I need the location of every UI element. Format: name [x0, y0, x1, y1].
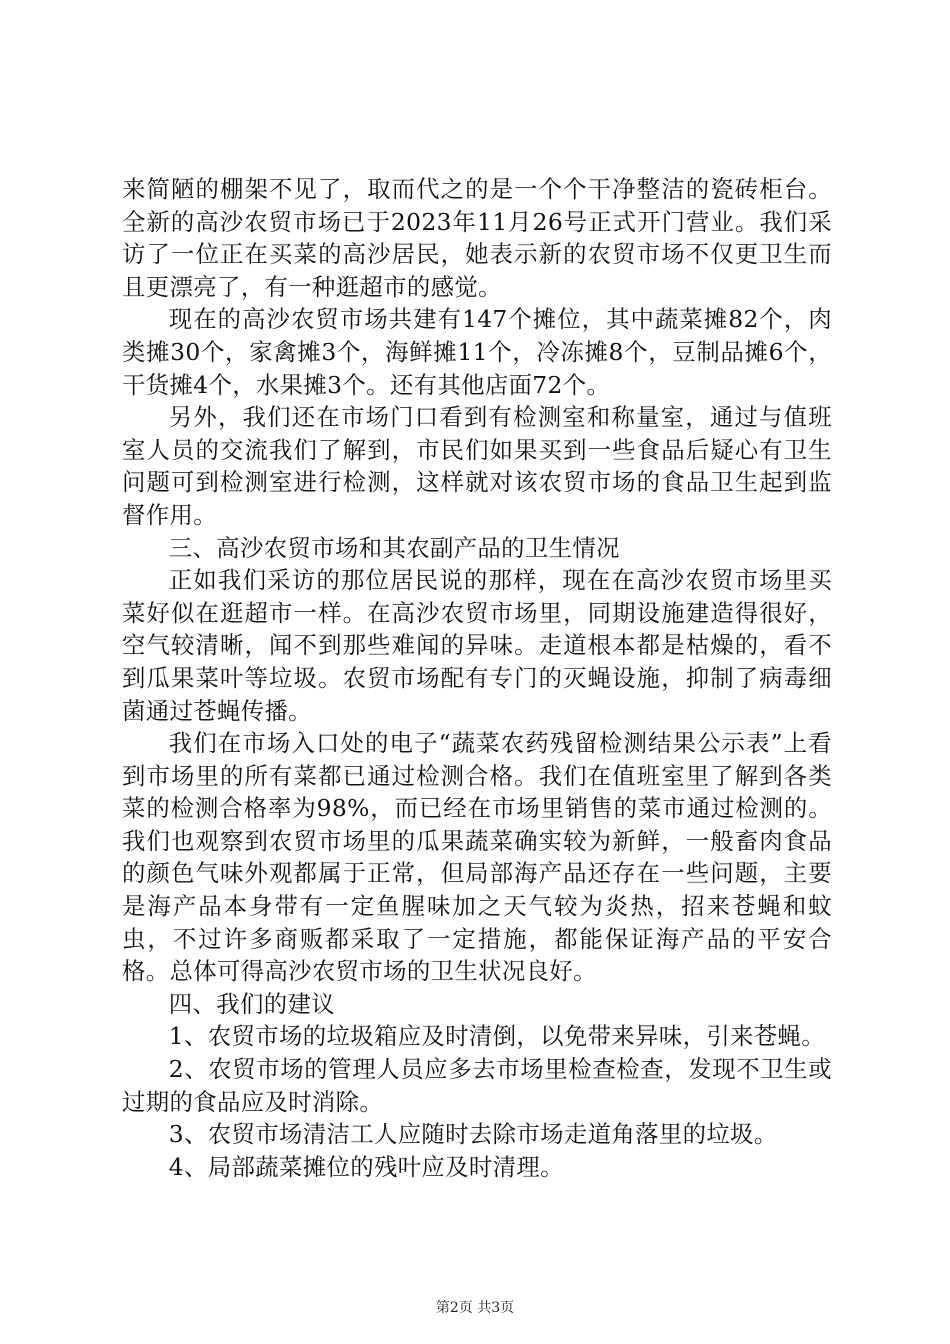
suggestion-item-4: 4、局部蔬菜摊位的残叶应及时清理。 [168, 1152, 564, 1181]
section-heading-hygiene: 三、高沙农贸市场和其农副产品的卫生情况 [168, 533, 620, 562]
paragraph-pesticide-results: 我们在市场入口处的电子“蔬菜农药残留检测结果公示表”上看到市场里的所有菜都已通过检测合格。我们在值班室里了解到各类菜的检测合格率为98%，而已经在市场里销售的菜市通过检测的。我们也观察到农贸市场里的瓜果蔬菜确实较为新鲜，一般畜肉食品的颜色气味外观都属于正常，但局部海产品还存在一些问题，主要是海产品本身带有一定鱼腥味加之天气较为炎热，招来苍蝇和蚊虫，不过许多商贩都采取了一定措施，都能保证海产品的平安合格。总体可得高沙农贸市场的卫生状况良好。 [122, 729, 832, 986]
suggestion-item-1: 1、农贸市场的垃圾箱应及时清倒，以免带来异味，引来苍蝇。 [168, 1022, 826, 1051]
document-body [122, 173, 832, 1183]
page-footer [0, 1297, 950, 1317]
paragraph-testing-room: 另外，我们还在市场门口看到有检测室和称量室，通过与值班室人员的交流我们了解到，市民们如果买到一些食品后疑心有卫生问题可到检测室进行检测，这样就对该农贸市场的食品卫生起到监督作用。 [122, 403, 832, 529]
suggestion-item-3: 3、农贸市场清洁工人应随时去除市场走道角落里的垃圾。 [168, 1120, 778, 1149]
paragraph-continued: 来简陋的棚架不见了，取而代之的是一个个干净整洁的瓷砖柜台。全新的高沙农贸市场已于2023年11月26号正式开门营业。我们采访了一位正在买菜的高沙居民，她表示新的农贸市场不仅更卫生而且更漂亮了，有一种逛超市的感觉。 [122, 175, 832, 301]
section-heading-suggestions: 四、我们的建议 [168, 989, 335, 1018]
paragraph-supermarket-comparison: 正如我们采访的那位居民说的那样，现在在高沙农贸市场里买菜好似在逛超市一样。在高沙农贸市场里，同期设施建造得很好，空气较清晰，闻不到那些难闻的异味。走道根本都是枯燥的，看不到瓜果菜叶等垃圾。农贸市场配有专门的灭蝇设施，抑制了病毒细菌通过苍蝇传播。 [122, 566, 832, 725]
paragraph-stall-counts: 现在的高沙农贸市场共建有147个摊位，其中蔬菜摊82个，肉类摊30个，家禽摊3个，海鲜摊11个，冷冻摊8个，豆制品摊6个，干货摊4个，水果摊3个。还有其他店面72个。 [122, 305, 832, 399]
page-number-label: 第2页 共3页 [435, 1300, 515, 1316]
suggestion-item-2: 2、农贸市场的管理人员应多去市场里检查检查，发现不卫生或过期的食品应及时消除。 [122, 1055, 832, 1116]
